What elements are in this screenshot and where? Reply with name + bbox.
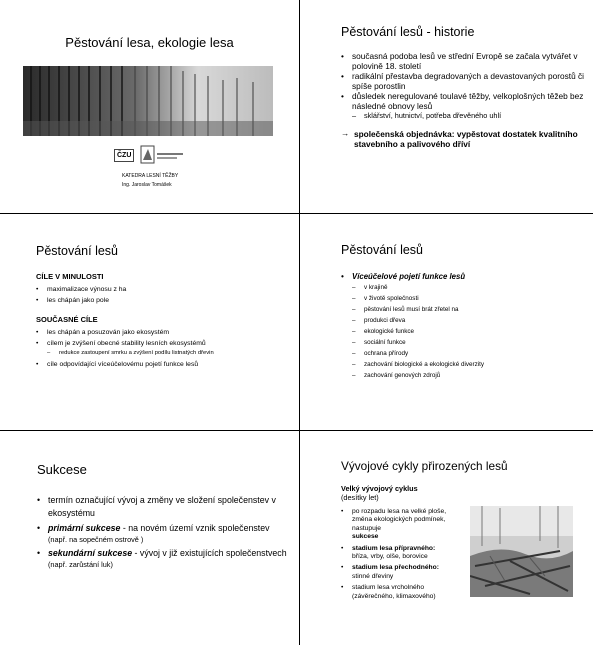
department: KATEDRA LESNÍ TĚŽBY: [122, 173, 179, 179]
list-subitem: – v životě společnosti: [352, 293, 587, 304]
bullet-list: [341, 51, 585, 121]
forest-photo: [23, 66, 273, 136]
slide-1: [0, 0, 299, 213]
section-heading: CÍLE V MINULOSTI: [36, 272, 104, 281]
section-heading: SOUČASNÉ CÍLE: [36, 315, 98, 324]
logos: [114, 144, 184, 166]
list-subitem: – pěstování lesů musí brát zřetel na: [352, 304, 587, 315]
cycle-note: (desítky let): [341, 493, 379, 502]
list-item: • současná podoba lesů ve střední Evropě se začala vytvářet v polovině 18. století: [341, 51, 585, 71]
item-note: (např. zarůstání luk): [48, 560, 113, 569]
author: Ing. Jaroslav Tomášek: [122, 182, 172, 188]
slide-title: Pěstování lesa, ekologie lesa: [65, 35, 234, 50]
list-subitem: – produkci dřeva: [352, 315, 587, 326]
list-subitem: – redukce zastoupení smrku a zvýšení podílu listnatých dřevin: [47, 349, 249, 357]
list-item: [341, 508, 461, 542]
item-text: termín označující vývoj a změny ve složení společenstev v ekosystému: [48, 495, 276, 518]
term: primární sukcese: [48, 523, 121, 533]
list-item: [341, 564, 461, 581]
term: sekundární sukcese: [48, 548, 133, 558]
sub-list: [352, 282, 587, 381]
arrow-note: → společenská objednávka: vypěstovat dostatek kvalitního stavebního a palivového dříví: [341, 129, 585, 149]
list-item: • cíle odpovídající víceúčelovému pojetí funkce lesů: [36, 359, 293, 370]
czu-logo: ČZU: [114, 149, 134, 162]
item-text: - vývoj v již existujících společenstvech: [132, 548, 287, 558]
item-text: stadium lesa vrcholného (závěrečného, klimaxového): [352, 584, 436, 600]
list-item: • důsledek neregulované toulavé těžby, velkoplošných těžeb bez následné obnovy lesů: [341, 91, 585, 111]
list-item: • maximalizace výnosu z ha: [36, 284, 293, 295]
item-text: stinné dřeviny: [352, 572, 394, 580]
list-subitem: – ekologické funkce: [352, 326, 587, 337]
faculty-logo: [140, 144, 184, 166]
slide-title: Pěstování lesů: [341, 243, 423, 257]
item-bold: stadium lesa přechodného:: [352, 564, 439, 572]
list-item: [341, 545, 461, 562]
slide-title: Pěstování lesů: [36, 244, 118, 258]
slide-3: [0, 214, 299, 430]
bullet-list: [37, 494, 291, 570]
cycle-title: Velký vývojový cyklus: [341, 484, 418, 493]
slide1-footer: [122, 172, 178, 190]
list-subitem: – zachování genových zdrojů: [352, 370, 587, 381]
slide-title: Pěstování lesů - historie: [341, 25, 475, 39]
list-subitem: – zachování biologické a ekologické diverzity: [352, 359, 587, 370]
item-bold: sukcese: [352, 533, 379, 541]
bullet-list: [341, 508, 461, 601]
slide-title: Vývojové cykly přirozených lesů: [341, 459, 508, 473]
slide-title: Sukcese: [37, 462, 87, 477]
list-item: • les chápán jako pole: [36, 295, 293, 306]
list-item: [341, 584, 461, 601]
list-item: [37, 522, 291, 545]
bullet-list: [36, 284, 293, 306]
list-item: • cílem je zvýšení obecné stability lesních ekosystémů: [36, 338, 293, 349]
item-bold: stadium lesa přípravného:: [352, 544, 436, 552]
list-item: • Víceúčelové pojetí funkce lesů: [341, 272, 587, 281]
item-text: bříza, vrby, olše, borovice: [352, 553, 428, 561]
bullet-list: [341, 272, 587, 281]
list-item: [37, 547, 291, 570]
item-text: - na novém území vznik společenstev: [120, 523, 270, 533]
list-item: • les chápán a posuzován jako ekosystém: [36, 327, 293, 338]
list-subitem: – v krajině: [352, 282, 587, 293]
bullet-list: [36, 327, 293, 370]
list-item: [37, 494, 291, 520]
list-subitem: – sociální funkce: [352, 337, 587, 348]
list-item: • radikální přestavba degradovaných a devastovaných porostů či spíše porostlin: [341, 71, 585, 91]
list-subitem: – sklářství, hutnictví, potřeba dřevěného uhlí: [352, 111, 585, 121]
list-subitem: – ochrana přírody: [352, 348, 587, 359]
item-text: po rozpadu lesa na velké ploše, změna ekologických podmínek, nastupuje: [352, 508, 447, 532]
item-note: (např. na sopečném ostrově ): [48, 535, 144, 544]
slide-5: [0, 431, 299, 645]
slide-6: [300, 431, 593, 645]
slide-4: [300, 214, 593, 430]
slide-2: [300, 0, 593, 213]
windthrow-photo: [470, 506, 573, 597]
